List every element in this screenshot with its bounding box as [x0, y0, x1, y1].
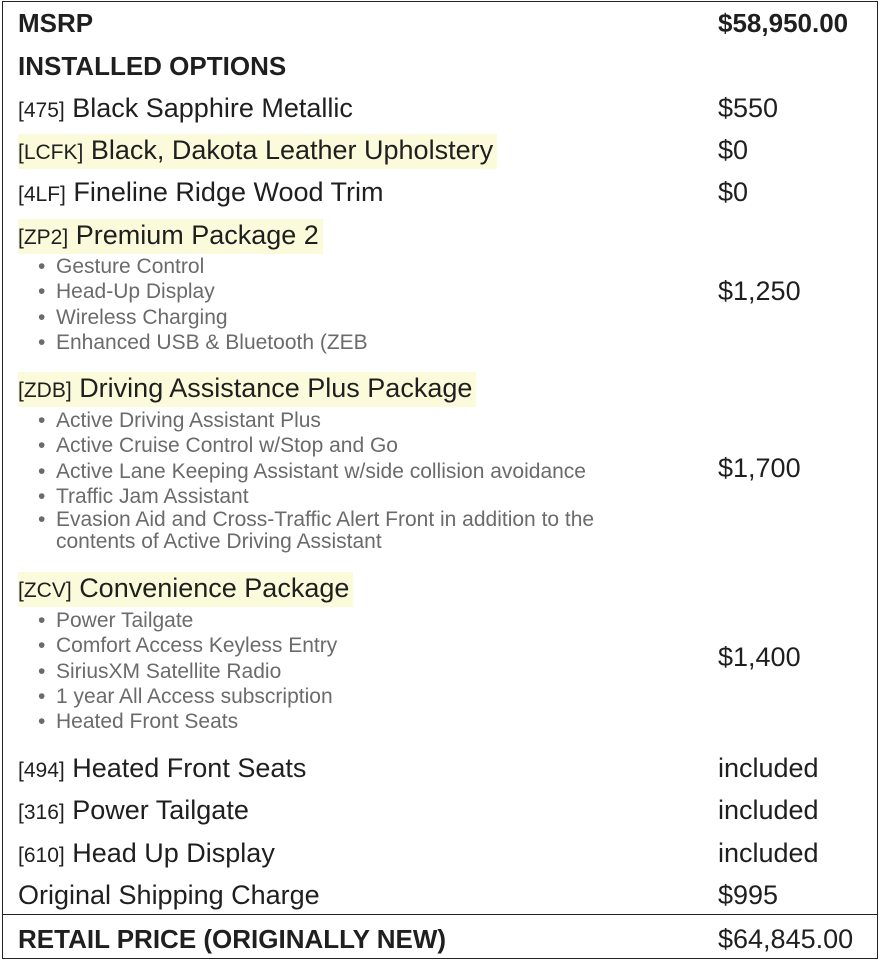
feature-item: • Heated Front Seats: [38, 709, 678, 734]
option-code: [LCFK]: [18, 141, 84, 164]
option-name: Fineline Ridge Wood Trim: [73, 177, 384, 207]
package-label: [18, 219, 323, 254]
package-price: $1,400: [718, 642, 801, 672]
option-name: Black, Dakota Leather Upholstery: [90, 135, 494, 165]
package-label: [18, 572, 353, 607]
option-label: [18, 837, 275, 872]
shipping-label: Original Shipping Charge: [18, 880, 320, 910]
option-price: $550: [718, 93, 779, 123]
package-code: [ZCV]: [18, 579, 72, 602]
option-label: [18, 752, 306, 787]
option-price: included: [718, 753, 819, 783]
option-label: [18, 92, 353, 127]
package-code: [ZDB]: [18, 379, 72, 402]
feature-item: • Power Tailgate: [38, 608, 678, 633]
package-price: $1,250: [718, 276, 801, 306]
package-feature-list: [38, 608, 678, 734]
feature-item: • Gesture Control: [38, 254, 678, 279]
total-divider: [2, 914, 878, 915]
shipping-price: $995: [718, 880, 779, 910]
package-code: [ZP2]: [18, 226, 69, 249]
installed-options-heading: INSTALLED OPTIONS: [18, 51, 287, 81]
option-price: $0: [718, 135, 749, 165]
package-name: Convenience Package: [79, 573, 350, 603]
option-name: Head Up Display: [72, 838, 275, 868]
feature-item: • Enhanced USB & Bluetooth (ZEB: [38, 330, 678, 355]
option-code: [494]: [18, 759, 65, 782]
option-name: Power Tailgate: [72, 795, 249, 825]
option-code: [475]: [18, 99, 65, 122]
feature-item: • Head-Up Display: [38, 279, 678, 304]
package-price: $1,700: [718, 453, 801, 483]
option-price: included: [718, 795, 819, 825]
msrp-price: $58,950.00: [718, 8, 849, 38]
option-label: [18, 134, 497, 169]
msrp-label: MSRP: [18, 8, 94, 38]
feature-item: • Wireless Charging: [38, 305, 678, 330]
total-price: $64,845.00: [718, 924, 854, 954]
option-code: [316]: [18, 801, 65, 824]
feature-item: • Comfort Access Keyless Entry: [38, 633, 678, 658]
total-label: RETAIL PRICE (ORIGINALLY NEW): [18, 924, 447, 954]
package-label: [18, 372, 476, 407]
option-code: [4LF]: [18, 183, 66, 206]
option-price: $0: [718, 177, 749, 207]
feature-item: • 1 year All Access subscription: [38, 684, 678, 709]
option-label: [18, 176, 384, 211]
feature-item: • Active Driving Assistant Plus: [38, 408, 678, 433]
feature-item: • Active Cruise Control w/Stop and Go: [38, 433, 678, 458]
package-feature-list: [38, 408, 678, 553]
option-label: [18, 794, 249, 829]
package-name: Premium Package 2: [75, 220, 319, 250]
feature-item: • Traffic Jam Assistant: [38, 484, 678, 509]
option-name: Heated Front Seats: [72, 753, 307, 783]
option-name: Black Sapphire Metallic: [72, 93, 353, 123]
feature-item: • SiriusXM Satellite Radio: [38, 659, 678, 684]
package-feature-list: [38, 254, 678, 355]
package-name: Driving Assistance Plus Package: [79, 373, 473, 403]
option-price: included: [718, 838, 819, 868]
option-code: [610]: [18, 844, 65, 867]
feature-item: • Active Lane Keeping Assistant w/side collision avoidance: [38, 459, 678, 484]
feature-item: • Evasion Aid and Cross-Traffic Alert Front in addition to the contents of Active Driving Assistant: [38, 509, 678, 553]
